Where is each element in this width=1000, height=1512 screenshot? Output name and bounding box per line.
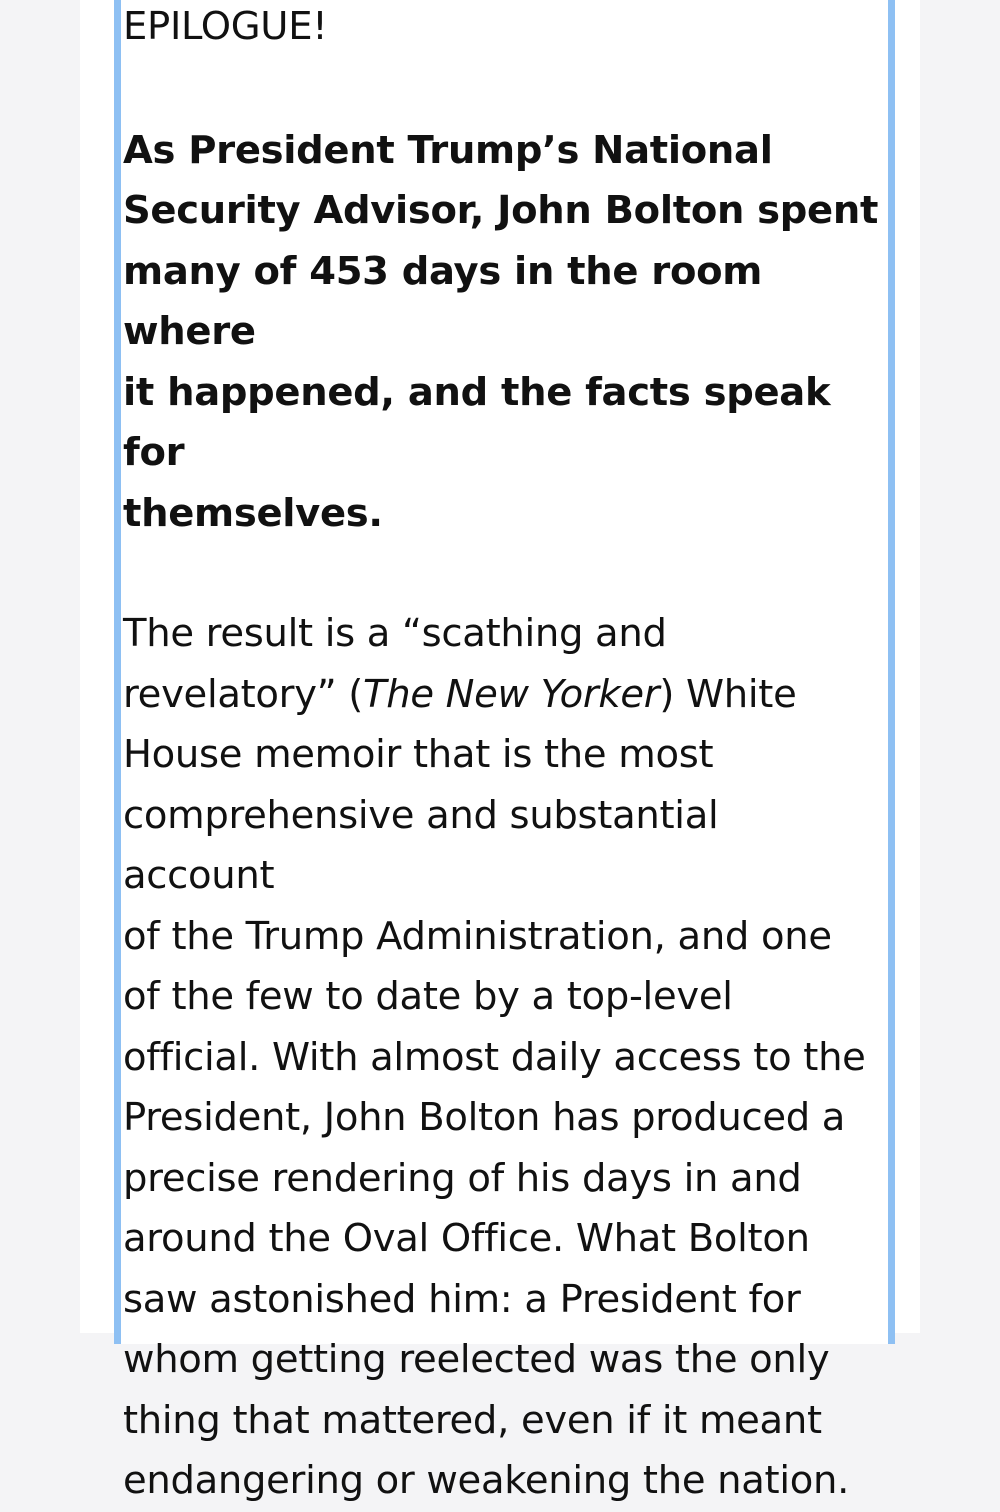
epilogue-heading: EPILOGUE!	[123, 4, 328, 49]
description-text-start: The result is a “scathing and revelatory” (	[123, 611, 667, 717]
intro-paragraph: As President Trump’s National Security Advisor, John Bolton spent many of 453 days in the room where it happened, and the facts speak for themselves.	[123, 127, 879, 536]
description-text-end: ) White House memoir that is the most comprehensive and substantial account of the Trump Administration, and one of the few to date by a top-level official. With almost daily access to the President, John Bolton has produced a precise rendering of his days in and around the Oval Office. What Bolton saw astonished him: a President for whom getting reelected was the only thing that mattered, even if it meant endangering or weakening the nation.	[123, 671, 866, 1503]
description-paragraph	[123, 604, 881, 1512]
document-text[interactable]	[123, 0, 881, 1512]
publication-name: The New Yorker	[363, 671, 660, 717]
